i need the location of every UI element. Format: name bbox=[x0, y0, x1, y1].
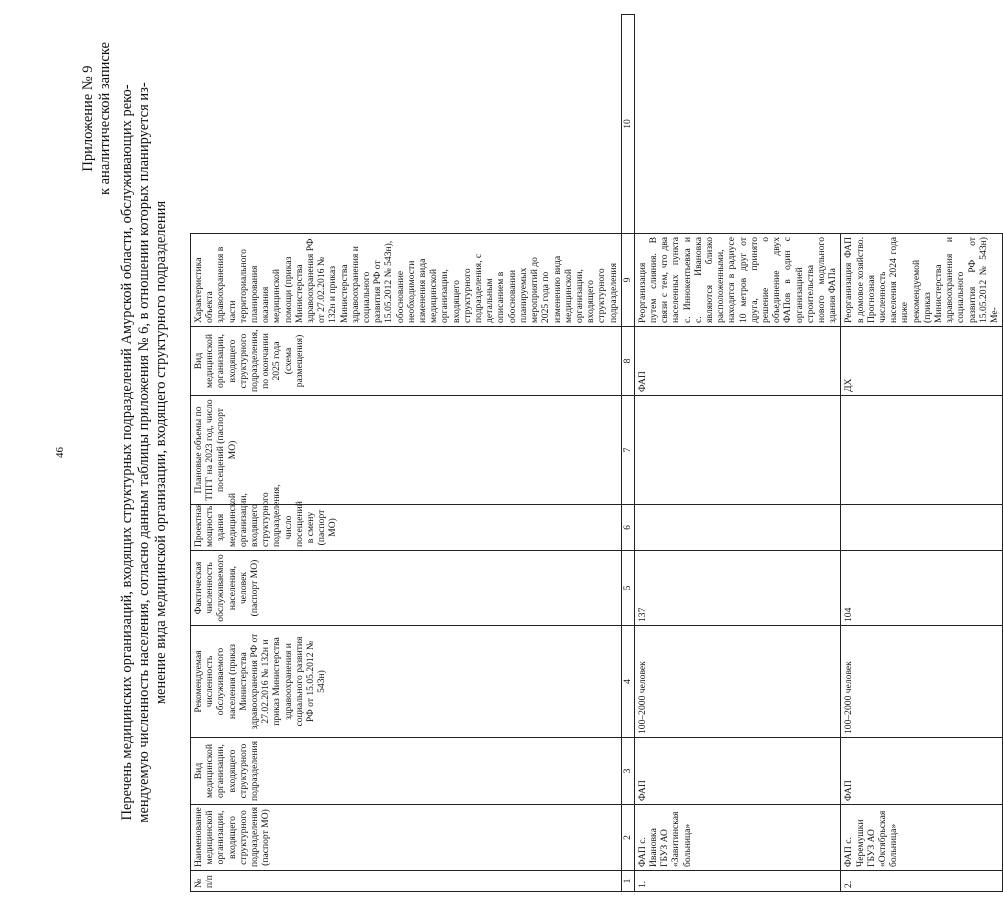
type-by-2025: ДХ bbox=[841, 327, 1003, 396]
header-cell-volumes: Плановые объемы по ТПГГ на 2023 год, число посещений (паспорт МО) bbox=[191, 396, 622, 505]
table-row bbox=[841, 15, 1003, 892]
design-capacity bbox=[634, 505, 841, 551]
document-title bbox=[119, 70, 170, 835]
column-number: 7 bbox=[621, 396, 634, 505]
row-number: 1. bbox=[634, 871, 841, 892]
appendix-line-1: Приложение № 9 bbox=[80, 65, 96, 172]
recommended-population: 100–2000 человек bbox=[634, 626, 841, 738]
header-cell-type-2025: Вид медицинской организации, входящего структурного подразделения, по окончании 2025 года (схема размещения) bbox=[191, 327, 622, 396]
column-number-row bbox=[621, 15, 634, 892]
title-line-1: Перечень медицинских организаций, входящих структурных подразделений Амурской области, обслуживающих реко- bbox=[119, 84, 135, 821]
header-cell-justification: Характеристика объекта здравоохранения в части территориального планирования оказания медицинской помощи (приказ Министерства здравоохранения РФ от 27.02.2016 № 132н и приказ Министерства здравоохранения и социального развития РФ от 15.05.2012 № 543н), обоснование необходимости изменения вида медицинской организации, входящего структурного подразделения, с детальным описанием в обосновании планируемых мероприятий до 2025 года по изменению вида медицинской организации, входящего структурного подразделения bbox=[191, 234, 622, 327]
title-line-2: мендуемую численность населения, согласно данным таблицы приложения № 6, в отношении которых планируется из- bbox=[136, 82, 152, 823]
actual-population: 137 bbox=[634, 551, 841, 626]
justification: Реорганизация ФАП в домовое хозяйство. Прогнозная численность населения 2024 года ниже рекомендуемой (приказ Министерства здравоохранения и социального развития РФ от 15.05.2012 № 543н) Ме- bbox=[841, 234, 1003, 327]
column-number: 9 bbox=[621, 234, 634, 327]
column-number: 2 bbox=[621, 805, 634, 871]
justification: Реорганизация путем слияния. В связи с тем, что два населенных пункта с. Иннокентьевка и с. Ивановка являются близко расположенными, находятся в радиусе 10 метров друг от друга, принято решение о объединение двух ФАПов в один с организацией строительства нового модульного здания ФАПа bbox=[634, 234, 841, 327]
page-number: 46 bbox=[54, 447, 66, 458]
header-cell-capacity: Проектная мощность здания медицинской организации, входящего структурного подразделения, число посещений в смену (паспорт МО) bbox=[191, 505, 622, 551]
header-cell-actual: Фактическая численность обслуживаемого населения, человек (паспорт МО) bbox=[191, 551, 622, 626]
header-cell-recommended: Рекомендуемая численность обслуживаемого населения (приказ Министерства здравоохранения РФ от 27.02.2016 № 132н и приказ Министерства здравоохранения и социального развития РФ от 15.05.2012 № 543н) bbox=[191, 626, 622, 738]
column-number: 4 bbox=[621, 626, 634, 738]
column-number: 8 bbox=[621, 327, 634, 396]
appendix-line-2: к аналитической записке bbox=[97, 42, 113, 196]
type-by-2025: ФАП bbox=[634, 327, 841, 396]
table-row bbox=[634, 15, 841, 892]
column-number: 5 bbox=[621, 551, 634, 626]
design-capacity bbox=[841, 505, 1003, 551]
organization-type: ФАП bbox=[634, 738, 841, 805]
recommended-population: 100–2000 человек bbox=[841, 626, 1003, 738]
organizations-table bbox=[190, 14, 1003, 892]
actual-population: 104 bbox=[841, 551, 1003, 626]
header-cell-type: Вид медицинской организации, входящего структурного подразделения bbox=[191, 738, 622, 805]
planned-volumes bbox=[634, 396, 841, 505]
organization-name: ФАП с. Черемушки ГБУЗ АО «Октябрьская больница» bbox=[841, 805, 1003, 871]
column-number: 1 bbox=[621, 871, 634, 892]
column-number: 3 bbox=[621, 738, 634, 805]
title-line-3: менение вида медицинской организации, входящего структурного подразделения bbox=[153, 200, 169, 705]
column-number: 6 bbox=[621, 505, 634, 551]
column-number: 10 bbox=[621, 15, 634, 234]
organization-name: ФАП с. Ивановка ГБУЗ АО «Завитинская больница» bbox=[634, 805, 841, 871]
header-cell-name: Наименование медицинской организации, входящего структурного подразделения (паспорт МО) bbox=[191, 805, 622, 871]
organization-type: ФАП bbox=[841, 738, 1003, 805]
appendix-label bbox=[80, 42, 114, 195]
planned-volumes bbox=[841, 396, 1003, 505]
row-number: 2. bbox=[841, 871, 1003, 892]
header-cell-number: № п/п bbox=[191, 871, 622, 892]
table-header-row bbox=[191, 15, 622, 892]
